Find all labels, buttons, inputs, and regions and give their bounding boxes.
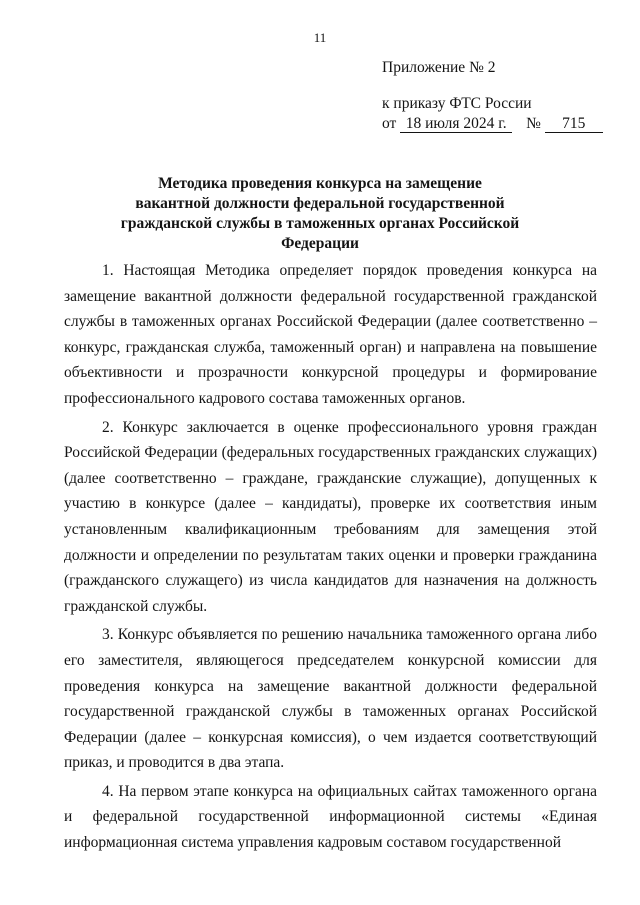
appendix-date-number-line <box>382 114 603 134</box>
paragraph-1: 1. Настоящая Методика определяет порядок проведения конкурса на замещение вакантной должности федеральной государственной гражданской службы в таможенных органах Российской Федерации (далее соответственно – конкурс, гражданская служба, таможенный орган) и направлена на повышение объективности и прозрачности конкурсной процедуры и формирование профессионального кадрового состава таможенных органов. <box>64 262 597 407</box>
appendix-title: Приложение № 2 <box>382 59 496 76</box>
date-prefix: от <box>382 115 397 132</box>
order-date: 18 июля 2024 г. <box>400 116 512 133</box>
document-body <box>64 258 597 856</box>
paragraph-2: 2. Конкурс заключается в оценке профессионального уровня граждан Российской Федерации (федеральных государственных гражданских служащих) (далее соответственно – граждане, гражданские служащие), допущенных к участию в конкурсе (далее – кандидаты), проверке их соответствия иным установленным квалификационным требованиям для замещения этой должности и определении по результатам таких оценки и проверки гражданина (гражданского служащего) из числа кандидатов для назначения на должность гражданской службы. <box>64 418 597 615</box>
appendix-order-reference: к приказу ФТС России <box>382 95 532 112</box>
paragraph-3: 3. Конкурс объявляется по решению начальника таможенного органа либо его заместителя, являющегося председателем конкурсной комиссии для проведения конкурса на замещение вакантной должности федеральной государственной гражданской службы в таможенных органах Российской Федерации (далее – конкурсная комиссия), о чем издается соответствующий приказ, и проводится в два этапа. <box>64 626 597 772</box>
document-heading: Методика проведения конкурса на замещение вакантной должности федеральной государственной гражданской службы в таможенных органах Российской Федерации <box>120 175 520 252</box>
page-number: 11 <box>313 30 327 45</box>
order-number: 715 <box>545 116 603 133</box>
appendix-block <box>382 58 603 134</box>
number-prefix: № <box>526 115 541 132</box>
paragraph-4: 4. На первом этапе конкурса на официальных сайтах таможенного органа и федеральной государственной информационной системы «Единая информационная система управления кадровым составом государственной <box>64 782 597 852</box>
